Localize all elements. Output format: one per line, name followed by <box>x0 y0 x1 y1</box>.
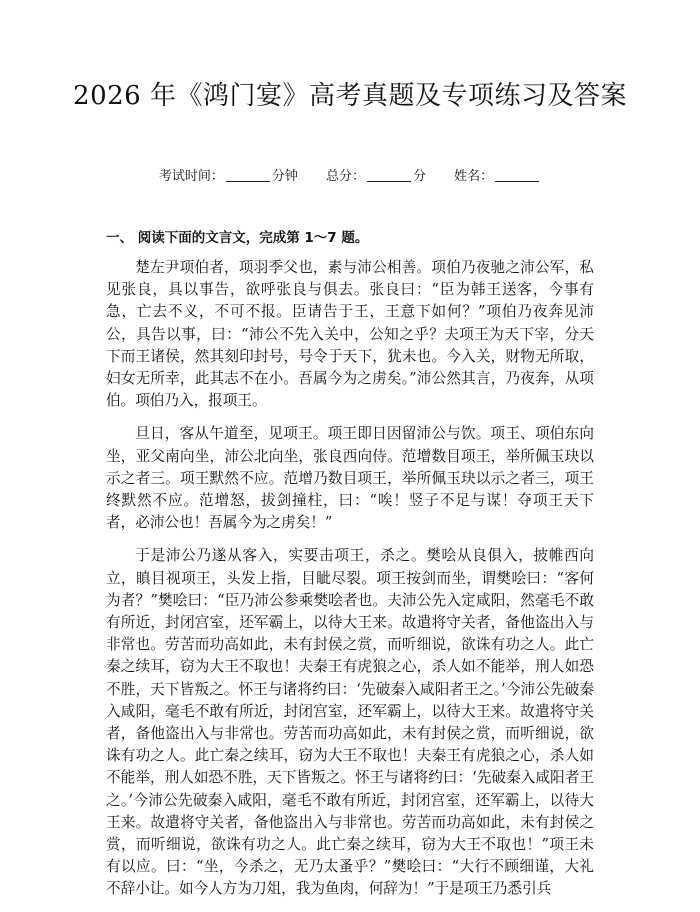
passage-paragraph-3: 于是沛公乃遂从客入，实要击项王，杀之。樊哙从良俱入，披帷西向立，瞋目视项王，头发上指，目眦尽裂。项王按剑而坐，谓樊哙曰：“客何为者？”樊哙曰：“臣乃沛公参乘樊哙者也。夫沛公先入定咸阳，然毫毛不敢有所近，封闭宫室，还军霸上，以待大王来。故遣将守关者，备他盗出入与非常也。劳苦而功高如此，未有封侯之赏，而听细说，欲诛有功之人。此亡秦之续耳，窃为大王不取也！夫秦王有虎狼之心，杀人如不能举，刑人如恐不胜，天下皆叛之。怀王与诸将约曰：‘先破秦入咸阳者王之。’今沛公先破秦入咸阳，毫毛不敢有所近，封闭宫室，还军霸上，以待大王来。故遣将守关者，备他盗出入与非常也。劳苦而功高如此，未有封侯之赏，而听细说，欲诛有功之人。此亡秦之续耳，窃为大王不取也！夫秦王有虎狼之心，杀人如不能举，刑人如恐不胜，天下皆叛之。怀王与诸将约曰：‘先破秦入咸阳者王之。’今沛公先破秦入咸阳，毫毛不敢有所近，封闭宫室，还军霸上，以待大王来。故遣将守关者，备他盗出入与非常也。劳苦而功高如此，未有封侯之赏，而听细说，欲诛有功之人。此亡秦之续耳，窃为大王不取也！”项王未有以应。曰：“坐，今杀之，无乃太蚤乎？”樊哙曰：“大行不顾细谨，大礼不辞小让。如今人方为刀俎，我为鱼肉，何辞为！”于是项王乃悉引兵 <box>106 547 594 898</box>
passage-paragraph-2: 旦日，客从午道至，见项王。项王即日因留沛公与饮。项王、项伯东向坐，亚父南向坐，沛公北向坐，张良西向侍。范增数目项王，举所佩玉玦以示之者三。项王默然不应。范增乃数目项王，举所佩玉玦以示之者三，项王终默然不应。范增怒，拔剑撞柱，曰：“唉！竖子不足与谋！夺项王天下者，必沛公也！吾属今为之虏矣！” <box>106 425 594 532</box>
exam-time-label: 考试时间： <box>158 169 224 184</box>
exam-score-label: 总分： <box>325 169 365 184</box>
exam-score <box>326 169 426 184</box>
passage <box>106 257 594 912</box>
exam-name-label: 姓名： <box>454 169 494 184</box>
document-title: 2026 年《鸿门宴》高考真题及专项练习及答案 <box>73 81 627 111</box>
exam-time-unit: 分钟 <box>271 169 298 184</box>
exam-name-blank <box>495 169 539 182</box>
passage-paragraph-1: 楚左尹项伯者，项羽季父也，素与沛公相善。项伯乃夜驰之沛公军，私见张良，具以事告，欲呼张良与俱去。张良曰：“臣为韩王送客，今事有急，亡去不义，不可不报。臣请告于王，王意下如何？”项伯乃夜奔见沛公，具告以事，曰：“沛公不先入关中，公知之乎？夫项王为天下宰，分天下而王诸侯，然其刻印封号，号令于天下，犹未也。今入关，财物无所取，妇女无所幸，此其志不在小。吾属今为之虏矣。”沛公然其言，乃夜奔，从项伯。项伯乃入，报项王。 <box>106 259 594 410</box>
exam-score-blank <box>367 169 411 182</box>
exam-score-unit: 分 <box>413 169 427 184</box>
exam-name <box>454 169 541 184</box>
section-heading: 一、 阅读下面的文言文，完成第 1～7 题。 <box>106 230 369 246</box>
exam-time <box>159 169 298 184</box>
exam-time-blank <box>226 169 270 182</box>
exam-meta <box>0 168 700 186</box>
